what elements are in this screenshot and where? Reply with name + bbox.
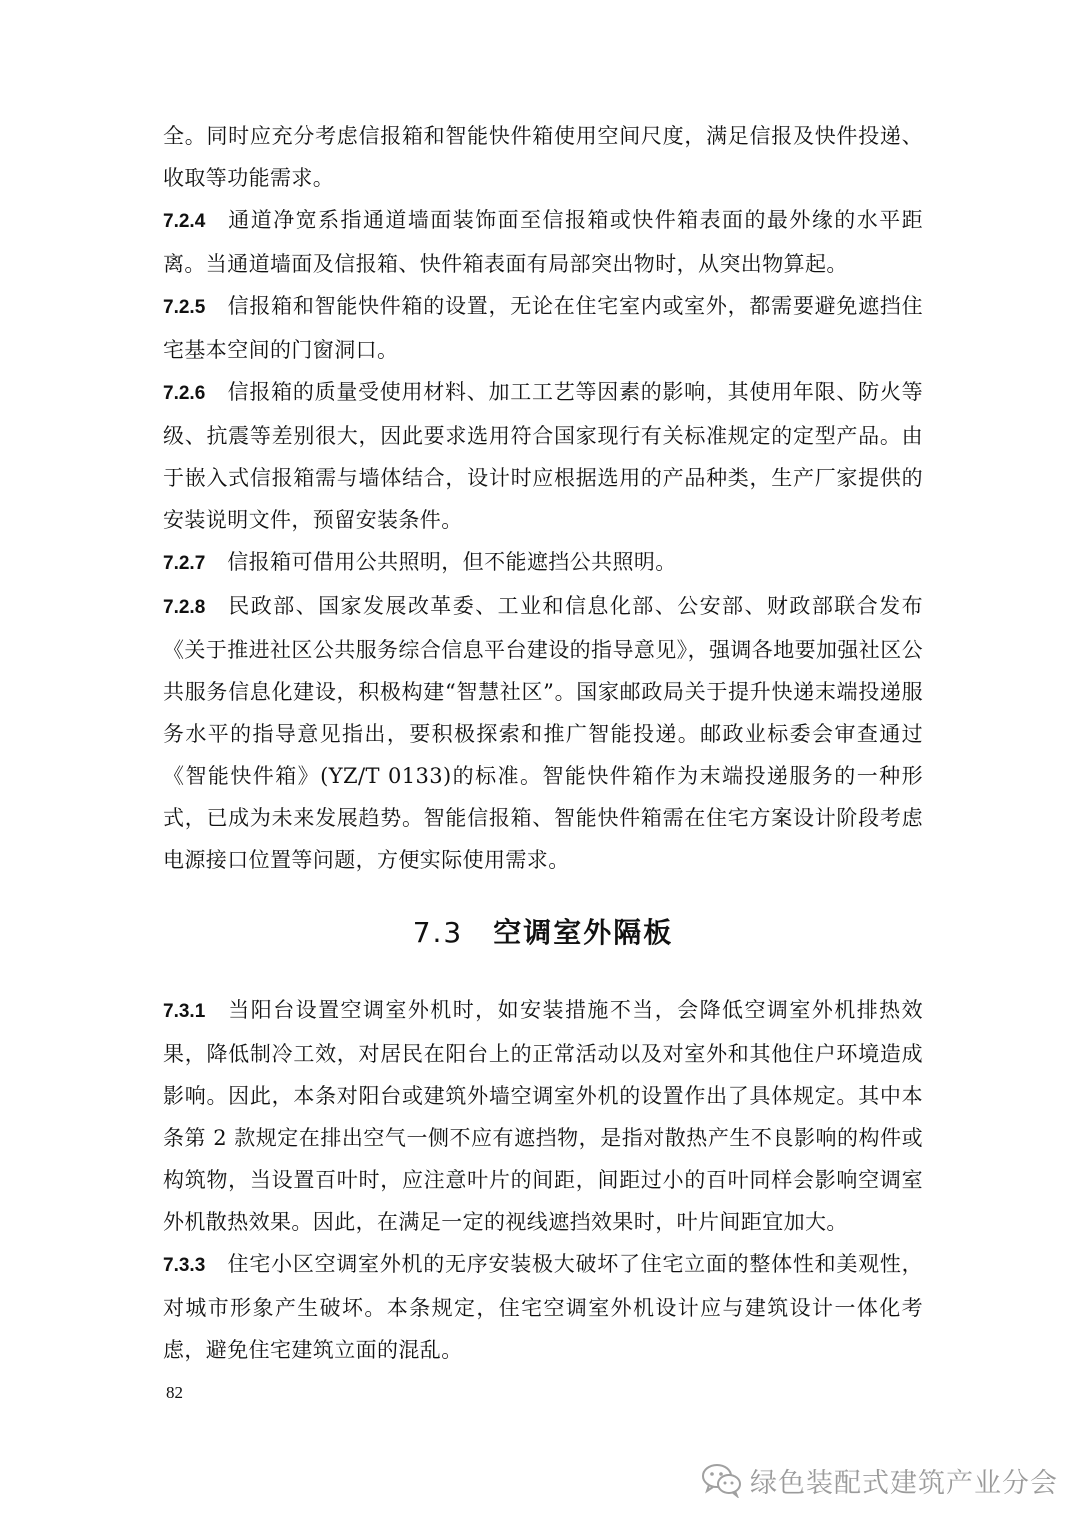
clause-number: 7.2.4 [163,211,206,232]
clause-number: 7.3.1 [163,1001,206,1022]
clause-number: 7.2.5 [163,297,206,318]
clause-text: 民政部、国家发展改革委、工业和信息化部、公安部、财政部联合发布《关于推进社区公共服务综合信息平台建设的指导意见》，强调各地要加强社区公共服务信息化建设，积极构建“智慧社区”。国家邮政局关于提升快递末端投递服务水平的指导意见指出，要积极探索和推广智能投递。邮政业标委会审查通过《智能快件箱》(YZ/T 0133)的标准。智能快件箱作为末端投递服务的一种形式，已成为未来发展趋势。智能信报箱、智能快件箱需在住宅方案设计阶段考虑电源接口位置等问题，方便实际使用需求。 [163,594,923,872]
wechat-icon [700,1462,744,1498]
clause-text: 信报箱可借用公共照明，但不能遮挡公共照明。 [227,550,677,574]
section-number: 7.3 [412,916,464,949]
clause-7-2-4 [163,199,923,285]
page-content [163,115,923,1371]
clause-7-2-8 [163,585,923,881]
watermark-text: 绿色装配式建筑产业分会 [750,1467,1058,1499]
clause-number: 7.2.6 [163,383,206,404]
clause-number: 7.3.3 [163,1255,206,1276]
clause-7-2-5 [163,285,923,371]
section-heading [163,911,923,955]
clause-number: 7.2.7 [163,553,206,574]
paragraph-continuation [163,115,923,199]
clause-7-3-1 [163,989,923,1243]
clause-text: 住宅小区空调室外机的无序安装极大破坏了住宅立面的整体性和美观性，对城市形象产生破坏。本条规定，住宅空调室外机设计应与建筑设计一体化考虑，避免住宅建筑立面的混乱。 [163,1252,923,1362]
clause-7-3-3 [163,1243,923,1371]
clause-text: 通道净宽系指通道墙面装饰面至信报箱或快件箱表面的最外缘的水平距离。当通道墙面及信报箱、快件箱表面有局部突出物时，从突出物算起。 [163,208,923,276]
paragraph-text: 全。同时应充分考虑信报箱和智能快件箱使用空间尺度，满足信报及快件投递、收取等功能需求。 [163,124,923,190]
clause-text: 信报箱和智能快件箱的设置，无论在住宅室内或室外，都需要避免遮挡住宅基本空间的门窗洞口。 [163,294,923,362]
watermark [700,1458,1058,1502]
page-number: 82 [166,1383,183,1402]
section-title: 空调室外隔板 [493,916,674,949]
clause-number: 7.2.8 [163,597,206,618]
clause-7-2-7 [163,541,923,585]
clause-text: 信报箱的质量受使用材料、加工工艺等因素的影响，其使用年限、防火等级、抗震等差别很大，因此要求选用符合国家现行有关标准规定的定型产品。由于嵌入式信报箱需与墙体结合，设计时应根据选用的产品种类，生产厂家提供的安装说明文件，预留安装条件。 [163,380,923,532]
clause-text: 当阳台设置空调室外机时，如安装措施不当，会降低空调室外机排热效果，降低制冷工效，对居民在阳台上的正常活动以及对室外和其他住户环境造成影响。因此，本条对阳台或建筑外墙空调室外机的设置作出了具体规定。其中本条第 2 款规定在排出空气一侧不应有遮挡物，是指对散热产生不良影响的构件或构筑物，当设置百叶时，应注意叶片的间距，间距过小的百叶同样会影响空调室外机散热效果。因此，在满足一定的视线遮挡效果时，叶片间距宜加大。 [163,998,923,1234]
clause-7-2-6 [163,371,923,541]
